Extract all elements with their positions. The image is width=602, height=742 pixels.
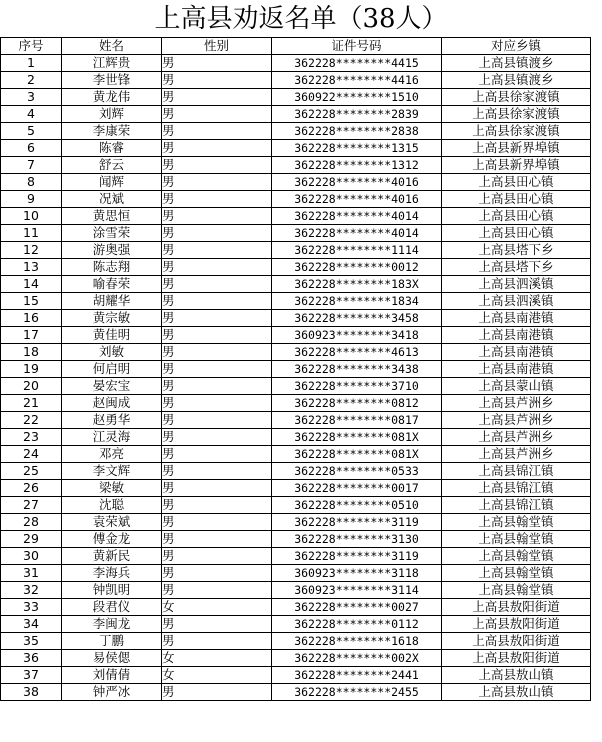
gender-cell: 男 — [162, 293, 272, 310]
serial-number-cell: 15 — [1, 293, 62, 310]
serial-number-cell: 17 — [1, 327, 62, 344]
table-row — [1, 395, 591, 412]
name-cell: 刘倩倩 — [62, 667, 162, 684]
serial-number-cell: 37 — [1, 667, 62, 684]
gender-cell: 男 — [162, 123, 272, 140]
gender-cell: 女 — [162, 650, 272, 667]
table-row — [1, 531, 591, 548]
id-number-cell: 362228********1315 — [272, 140, 442, 157]
id-number-cell: 362228********1834 — [272, 293, 442, 310]
table-row — [1, 633, 591, 650]
table-row — [1, 650, 591, 667]
header-serial-number: 序号 — [1, 38, 62, 55]
table-row — [1, 55, 591, 72]
gender-cell: 男 — [162, 208, 272, 225]
name-cell: 江灵海 — [62, 429, 162, 446]
table-row — [1, 616, 591, 633]
serial-number-cell: 18 — [1, 344, 62, 361]
name-cell: 陈睿 — [62, 140, 162, 157]
id-number-cell: 362228********081X — [272, 429, 442, 446]
id-number-cell: 362228********3130 — [272, 531, 442, 548]
township-cell: 上高县南港镇 — [442, 361, 591, 378]
id-number-cell: 362228********2455 — [272, 684, 442, 701]
serial-number-cell: 23 — [1, 429, 62, 446]
name-cell: 游奥强 — [62, 242, 162, 259]
gender-cell: 男 — [162, 395, 272, 412]
id-number-cell: 362228********4014 — [272, 208, 442, 225]
id-number-cell: 362228********1312 — [272, 157, 442, 174]
gender-cell: 男 — [162, 412, 272, 429]
township-cell: 上高县翰堂镇 — [442, 565, 591, 582]
name-cell: 钟凯明 — [62, 582, 162, 599]
name-cell: 袁荣斌 — [62, 514, 162, 531]
table-row — [1, 599, 591, 616]
name-cell: 况斌 — [62, 191, 162, 208]
id-number-cell: 362228********0817 — [272, 412, 442, 429]
gender-cell: 男 — [162, 616, 272, 633]
gender-cell: 男 — [162, 259, 272, 276]
township-cell: 上高县新界埠镇 — [442, 140, 591, 157]
serial-number-cell: 35 — [1, 633, 62, 650]
name-cell: 黄新民 — [62, 548, 162, 565]
name-cell: 钟严冰 — [62, 684, 162, 701]
header-township: 对应乡镇 — [442, 38, 591, 55]
township-cell: 上高县敖山镇 — [442, 667, 591, 684]
id-number-cell: 362228********0027 — [272, 599, 442, 616]
serial-number-cell: 9 — [1, 191, 62, 208]
table-row — [1, 310, 591, 327]
township-cell: 上高县田心镇 — [442, 191, 591, 208]
table-row — [1, 327, 591, 344]
township-cell: 上高县镇渡乡 — [442, 55, 591, 72]
serial-number-cell: 24 — [1, 446, 62, 463]
gender-cell: 男 — [162, 684, 272, 701]
name-cell: 李世锋 — [62, 72, 162, 89]
id-number-cell: 362228********4416 — [272, 72, 442, 89]
gender-cell: 男 — [162, 242, 272, 259]
table-row — [1, 582, 591, 599]
gender-cell: 女 — [162, 667, 272, 684]
township-cell: 上高县南港镇 — [442, 310, 591, 327]
gender-cell: 男 — [162, 446, 272, 463]
id-number-cell: 362228********3710 — [272, 378, 442, 395]
name-cell: 喻春荣 — [62, 276, 162, 293]
gender-cell: 男 — [162, 531, 272, 548]
id-number-cell: 362228********0510 — [272, 497, 442, 514]
gender-cell: 男 — [162, 157, 272, 174]
id-number-cell: 362228********2441 — [272, 667, 442, 684]
name-cell: 李文辉 — [62, 463, 162, 480]
table-row — [1, 106, 591, 123]
table-row — [1, 276, 591, 293]
serial-number-cell: 8 — [1, 174, 62, 191]
table-row — [1, 480, 591, 497]
serial-number-cell: 38 — [1, 684, 62, 701]
gender-cell: 男 — [162, 140, 272, 157]
gender-cell: 男 — [162, 497, 272, 514]
table-row — [1, 548, 591, 565]
table-row — [1, 378, 591, 395]
name-cell: 沈聪 — [62, 497, 162, 514]
township-cell: 上高县南港镇 — [442, 344, 591, 361]
township-cell: 上高县塔下乡 — [442, 242, 591, 259]
name-cell: 舒云 — [62, 157, 162, 174]
id-number-cell: 362228********2838 — [272, 123, 442, 140]
serial-number-cell: 1 — [1, 55, 62, 72]
serial-number-cell: 28 — [1, 514, 62, 531]
serial-number-cell: 25 — [1, 463, 62, 480]
id-number-cell: 362228********0812 — [272, 395, 442, 412]
table-row — [1, 412, 591, 429]
township-cell: 上高县锦江镇 — [442, 480, 591, 497]
serial-number-cell: 26 — [1, 480, 62, 497]
table-row — [1, 446, 591, 463]
serial-number-cell: 13 — [1, 259, 62, 276]
serial-number-cell: 5 — [1, 123, 62, 140]
table-row — [1, 72, 591, 89]
township-cell: 上高县锦江镇 — [442, 497, 591, 514]
name-cell: 江辉贵 — [62, 55, 162, 72]
township-cell: 上高县敖阳街道 — [442, 616, 591, 633]
table-row — [1, 514, 591, 531]
township-cell: 上高县南港镇 — [442, 327, 591, 344]
township-cell: 上高县田心镇 — [442, 208, 591, 225]
name-cell: 胡耀华 — [62, 293, 162, 310]
id-number-cell: 362228********4415 — [272, 55, 442, 72]
table-row — [1, 140, 591, 157]
table-row — [1, 565, 591, 582]
serial-number-cell: 31 — [1, 565, 62, 582]
gender-cell: 女 — [162, 599, 272, 616]
id-number-cell: 362228********4016 — [272, 191, 442, 208]
id-number-cell: 360923********3114 — [272, 582, 442, 599]
serial-number-cell: 21 — [1, 395, 62, 412]
name-cell: 李康荣 — [62, 123, 162, 140]
serial-number-cell: 33 — [1, 599, 62, 616]
name-cell: 黄龙伟 — [62, 89, 162, 106]
serial-number-cell: 2 — [1, 72, 62, 89]
table-row — [1, 123, 591, 140]
header-gender: 性别 — [162, 38, 272, 55]
table-row — [1, 174, 591, 191]
serial-number-cell: 20 — [1, 378, 62, 395]
id-number-cell: 362228********1114 — [272, 242, 442, 259]
township-cell: 上高县敖阳街道 — [442, 633, 591, 650]
header-id-number: 证件号码 — [272, 38, 442, 55]
serial-number-cell: 22 — [1, 412, 62, 429]
id-number-cell: 362228********002X — [272, 650, 442, 667]
table-row — [1, 208, 591, 225]
gender-cell: 男 — [162, 565, 272, 582]
name-cell: 梁敏 — [62, 480, 162, 497]
township-cell: 上高县镇渡乡 — [442, 72, 591, 89]
name-cell: 易侯偲 — [62, 650, 162, 667]
sheet-title: 上高县劝返名单（38人） — [154, 4, 448, 34]
id-number-cell: 362228********183X — [272, 276, 442, 293]
table-row — [1, 242, 591, 259]
township-cell: 上高县徐家渡镇 — [442, 106, 591, 123]
name-cell: 丁鹏 — [62, 633, 162, 650]
township-cell: 上高县泗溪镇 — [442, 276, 591, 293]
serial-number-cell: 16 — [1, 310, 62, 327]
gender-cell: 男 — [162, 548, 272, 565]
name-cell: 赵勇华 — [62, 412, 162, 429]
roster-table — [0, 37, 591, 701]
name-cell: 李海兵 — [62, 565, 162, 582]
id-number-cell: 362228********3438 — [272, 361, 442, 378]
id-number-cell: 362228********3119 — [272, 548, 442, 565]
name-cell: 刘辉 — [62, 106, 162, 123]
table-row — [1, 191, 591, 208]
township-cell: 上高县芦洲乡 — [442, 429, 591, 446]
name-cell: 邓亮 — [62, 446, 162, 463]
serial-number-cell: 7 — [1, 157, 62, 174]
township-cell: 上高县田心镇 — [442, 225, 591, 242]
serial-number-cell: 14 — [1, 276, 62, 293]
gender-cell: 男 — [162, 55, 272, 72]
table-row — [1, 89, 591, 106]
name-cell: 黄思恒 — [62, 208, 162, 225]
id-number-cell: 360923********3418 — [272, 327, 442, 344]
gender-cell: 男 — [162, 633, 272, 650]
header-name: 姓名 — [62, 38, 162, 55]
serial-number-cell: 30 — [1, 548, 62, 565]
gender-cell: 男 — [162, 463, 272, 480]
township-cell: 上高县田心镇 — [442, 174, 591, 191]
table-row — [1, 157, 591, 174]
name-cell: 闻辉 — [62, 174, 162, 191]
township-cell: 上高县徐家渡镇 — [442, 123, 591, 140]
gender-cell: 男 — [162, 344, 272, 361]
table-row — [1, 344, 591, 361]
township-cell: 上高县蒙山镇 — [442, 378, 591, 395]
serial-number-cell: 29 — [1, 531, 62, 548]
table-row — [1, 684, 591, 701]
table-row — [1, 463, 591, 480]
id-number-cell: 362228********2839 — [272, 106, 442, 123]
township-cell: 上高县翰堂镇 — [442, 531, 591, 548]
table-row — [1, 667, 591, 684]
name-cell: 李闽龙 — [62, 616, 162, 633]
gender-cell: 男 — [162, 174, 272, 191]
table-row — [1, 259, 591, 276]
id-number-cell: 360923********3118 — [272, 565, 442, 582]
township-cell: 上高县芦洲乡 — [442, 446, 591, 463]
gender-cell: 男 — [162, 310, 272, 327]
name-cell: 赵闽成 — [62, 395, 162, 412]
name-cell: 刘敏 — [62, 344, 162, 361]
gender-cell: 男 — [162, 106, 272, 123]
table-row — [1, 361, 591, 378]
township-cell: 上高县徐家渡镇 — [442, 89, 591, 106]
township-cell: 上高县敖山镇 — [442, 684, 591, 701]
gender-cell: 男 — [162, 429, 272, 446]
name-cell: 段君仪 — [62, 599, 162, 616]
township-cell: 上高县芦洲乡 — [442, 412, 591, 429]
gender-cell: 男 — [162, 514, 272, 531]
serial-number-cell: 36 — [1, 650, 62, 667]
table-row — [1, 225, 591, 242]
township-cell: 上高县芦洲乡 — [442, 395, 591, 412]
name-cell: 黄宗敏 — [62, 310, 162, 327]
serial-number-cell: 11 — [1, 225, 62, 242]
serial-number-cell: 6 — [1, 140, 62, 157]
serial-number-cell: 19 — [1, 361, 62, 378]
id-number-cell: 360922********1510 — [272, 89, 442, 106]
name-cell: 涂雪荣 — [62, 225, 162, 242]
serial-number-cell: 12 — [1, 242, 62, 259]
id-number-cell: 362228********3119 — [272, 514, 442, 531]
name-cell: 黄佳明 — [62, 327, 162, 344]
gender-cell: 男 — [162, 378, 272, 395]
id-number-cell: 362228********081X — [272, 446, 442, 463]
gender-cell: 男 — [162, 327, 272, 344]
name-cell: 晏宏宝 — [62, 378, 162, 395]
gender-cell: 男 — [162, 361, 272, 378]
serial-number-cell: 3 — [1, 89, 62, 106]
township-cell: 上高县翰堂镇 — [442, 582, 591, 599]
id-number-cell: 362228********0112 — [272, 616, 442, 633]
table-row — [1, 429, 591, 446]
name-cell: 何启明 — [62, 361, 162, 378]
gender-cell: 男 — [162, 276, 272, 293]
name-cell: 傅金龙 — [62, 531, 162, 548]
gender-cell: 男 — [162, 225, 272, 242]
roster-body — [1, 55, 591, 701]
id-number-cell: 362228********4014 — [272, 225, 442, 242]
township-cell: 上高县新界埠镇 — [442, 157, 591, 174]
name-cell: 陈志翔 — [62, 259, 162, 276]
id-number-cell: 362228********3458 — [272, 310, 442, 327]
serial-number-cell: 32 — [1, 582, 62, 599]
id-number-cell: 362228********4613 — [272, 344, 442, 361]
serial-number-cell: 27 — [1, 497, 62, 514]
header-row — [1, 38, 591, 55]
id-number-cell: 362228********1618 — [272, 633, 442, 650]
township-cell: 上高县敖阳街道 — [442, 650, 591, 667]
id-number-cell: 362228********0017 — [272, 480, 442, 497]
serial-number-cell: 34 — [1, 616, 62, 633]
township-cell: 上高县泗溪镇 — [442, 293, 591, 310]
gender-cell: 男 — [162, 480, 272, 497]
id-number-cell: 362228********0533 — [272, 463, 442, 480]
serial-number-cell: 10 — [1, 208, 62, 225]
township-cell: 上高县翰堂镇 — [442, 514, 591, 531]
id-number-cell: 362228********4016 — [272, 174, 442, 191]
township-cell: 上高县敖阳街道 — [442, 599, 591, 616]
township-cell: 上高县塔下乡 — [442, 259, 591, 276]
gender-cell: 男 — [162, 582, 272, 599]
table-row — [1, 497, 591, 514]
township-cell: 上高县锦江镇 — [442, 463, 591, 480]
id-number-cell: 362228********0012 — [272, 259, 442, 276]
serial-number-cell: 4 — [1, 106, 62, 123]
township-cell: 上高县翰堂镇 — [442, 548, 591, 565]
table-row — [1, 293, 591, 310]
gender-cell: 男 — [162, 89, 272, 106]
gender-cell: 男 — [162, 191, 272, 208]
gender-cell: 男 — [162, 72, 272, 89]
